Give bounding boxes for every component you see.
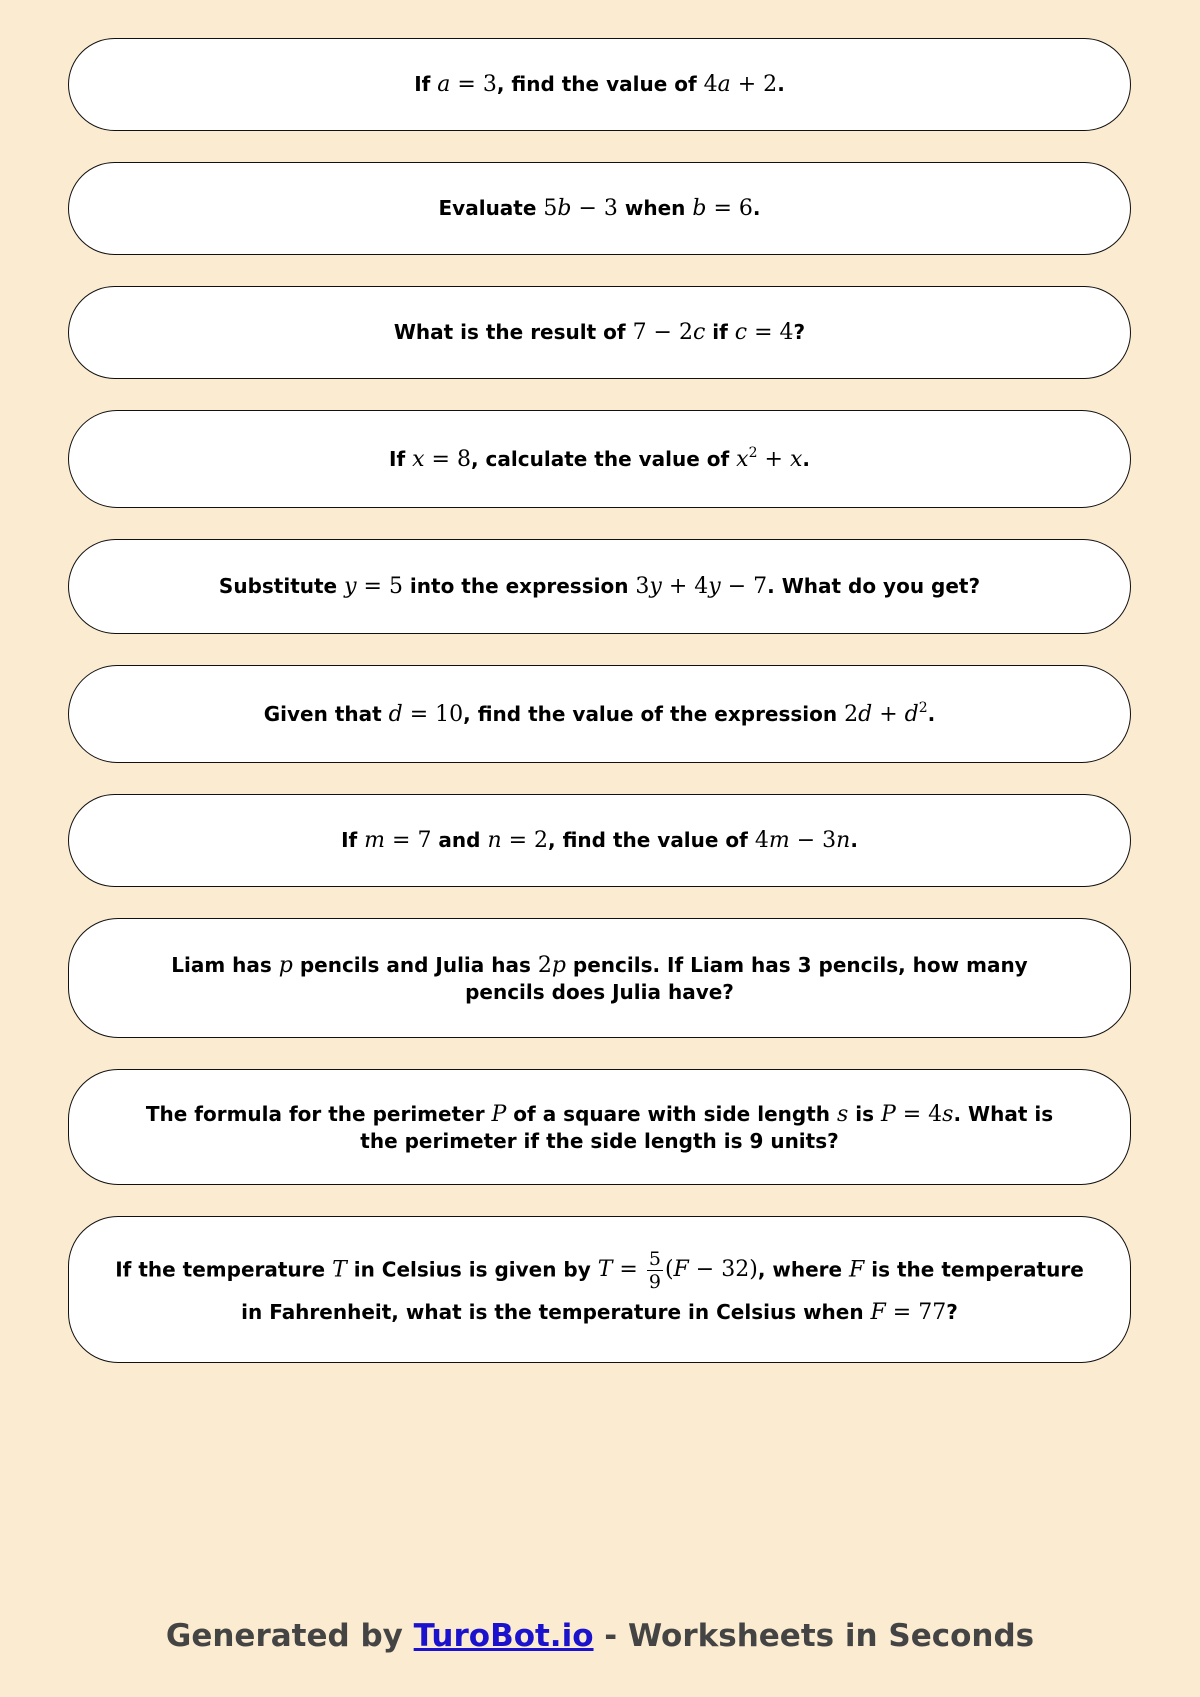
question-text: Liam has p pencils and Julia has 2p pencils. If Liam has 3 pencils, how many pencils does Julia have?	[171, 952, 1028, 1004]
question-text: What is the result of 7 − 2c if c = 4?	[393, 320, 806, 345]
question-text: The formula for the perimeter P of a square with side length s is P = 4s. What is the perimeter if the side length is 9 units?	[145, 1101, 1054, 1153]
question-card-10	[68, 1216, 1131, 1363]
question-card-6	[68, 665, 1131, 763]
question-card-4	[68, 410, 1131, 508]
question-card-8	[68, 918, 1131, 1038]
question-text: Given that d = 10, find the value of the expression $2d + d^2$.	[263, 699, 936, 727]
question-card-1	[68, 38, 1131, 131]
question-card-2	[68, 162, 1131, 255]
question-text: Evaluate 5b − 3 when b = 6.	[438, 196, 761, 221]
turobot-link[interactable]: TuroBot.io	[413, 1618, 594, 1654]
question-text: If x = 8, calculate the value of $x^2 + x$.	[389, 444, 810, 472]
question-text: If the temperature T in Celsius is given by T = $\frac{5}{9}$ (F − 32), where F is the temperature in Fahrenheit, what is the temperature in Celsius when F = 77?	[115, 1247, 1084, 1325]
fraction: $\frac{5}{9}$	[648, 1247, 661, 1293]
footer	[0, 1618, 1200, 1654]
question-card-9	[68, 1069, 1131, 1185]
footer-prefix: Generated by	[165, 1618, 414, 1654]
question-card-7	[68, 794, 1131, 887]
question-card-3	[68, 286, 1131, 379]
question-card-5	[68, 539, 1131, 634]
footer-suffix: - Worksheets in Seconds	[593, 1618, 1035, 1654]
question-text: Substitute y = 5 into the expression 3y + 4y − 7. What do you get?	[218, 574, 981, 599]
question-text: If m = 7 and n = 2, find the value of 4m − 3n.	[341, 828, 858, 853]
question-text: If a = 3, find the value of 4a + 2.	[414, 72, 785, 97]
